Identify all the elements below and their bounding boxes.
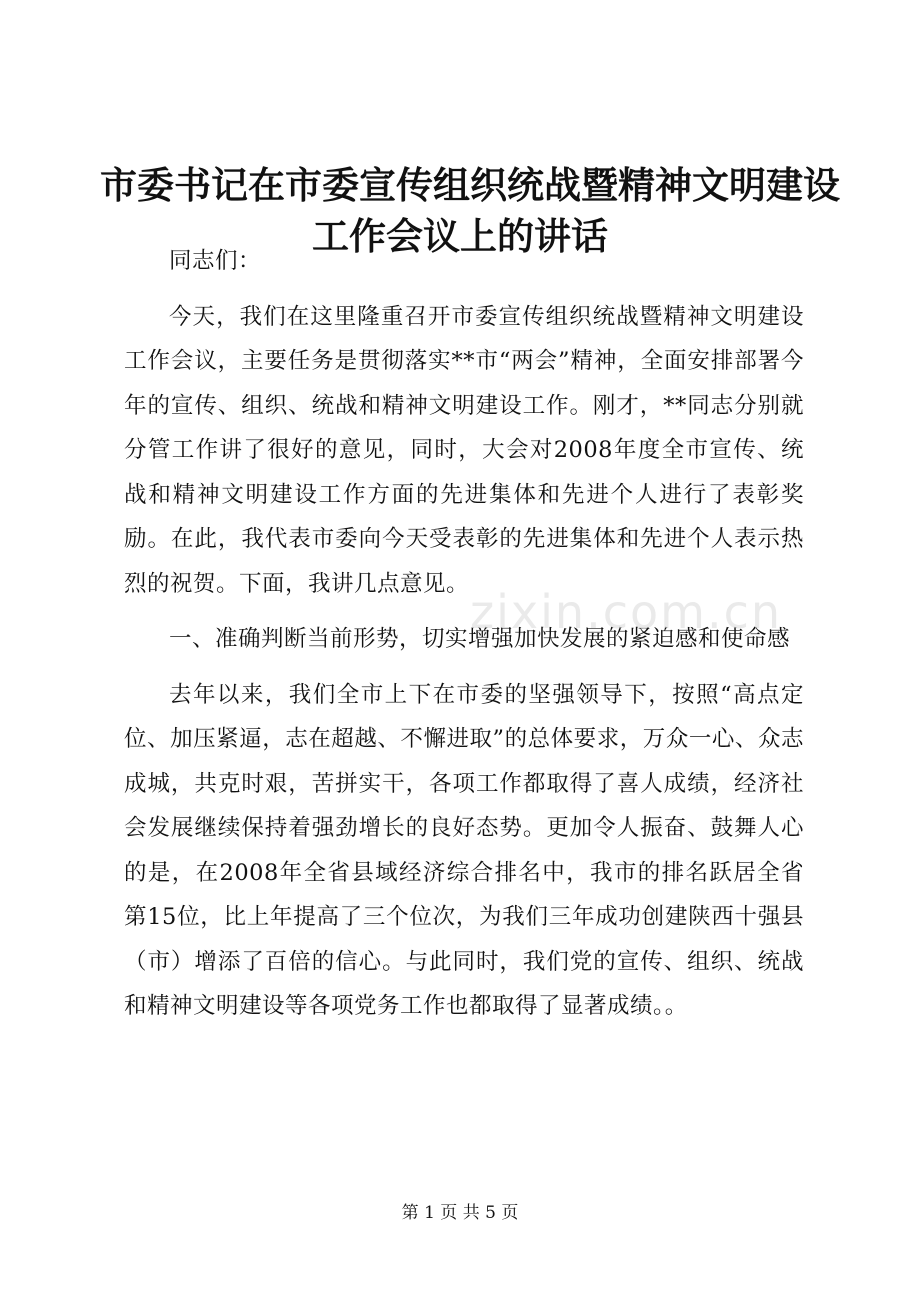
page-footer: 第 1 页 共 5 页 — [401, 1203, 519, 1223]
section-heading-1: 一、准确判断当前形势，切实增强加快发展的紧迫感和使命感 — [169, 626, 791, 652]
document-title-line-1: 市委书记在市委宣传组织统战暨精神文明建设 — [100, 164, 840, 207]
paragraph-situation: 去年以来，我们全市上下在市委的坚强领导下，按照“高点定位、加压紧逼，志在超越、不懈进取”的总体要求，万众一心、众志成城，共克时艰，苦拼实干，各项工作都取得了喜人成绩，经济社会发展继续保持着强劲增长的良好态势。更加令人振奋、鼓舞人心的是，在2008年全省县域经济综合排名中，我市的排名跃居全省第15位，比上年提高了三个位次，为我们三年成功创建陕西十强县（市）增添了百倍的信心。与此同时，我们党的宣传、组织、统战和精神文明建设等各项党务工作也都取得了显著成绩。。 — [124, 681, 804, 1019]
document-body — [124, 239, 804, 1029]
paragraph-opening: 今天，我们在这里隆重召开市委宣传组织统战暨精神文明建设工作会议，主要任务是贯彻落实**市“两会”精神，全面安排部署今年的宣传、组织、统战和精神文明建设工作。刚才，**同志分别就分管工作讲了很好的意见，同时，大会对2008年度全市宣传、统战和精神文明建设工作方面的先进集体和先进个人进行了表彰奖励。在此，我代表市委向今天受表彰的先进集体和先进个人表示热烈的祝贺。下面，我讲几点意见。 — [124, 303, 804, 597]
watermark: zixin.com.cn — [470, 585, 783, 639]
document-title-line-2: 工作会议上的讲话 — [312, 215, 608, 258]
salutation: 同志们： — [169, 248, 262, 274]
